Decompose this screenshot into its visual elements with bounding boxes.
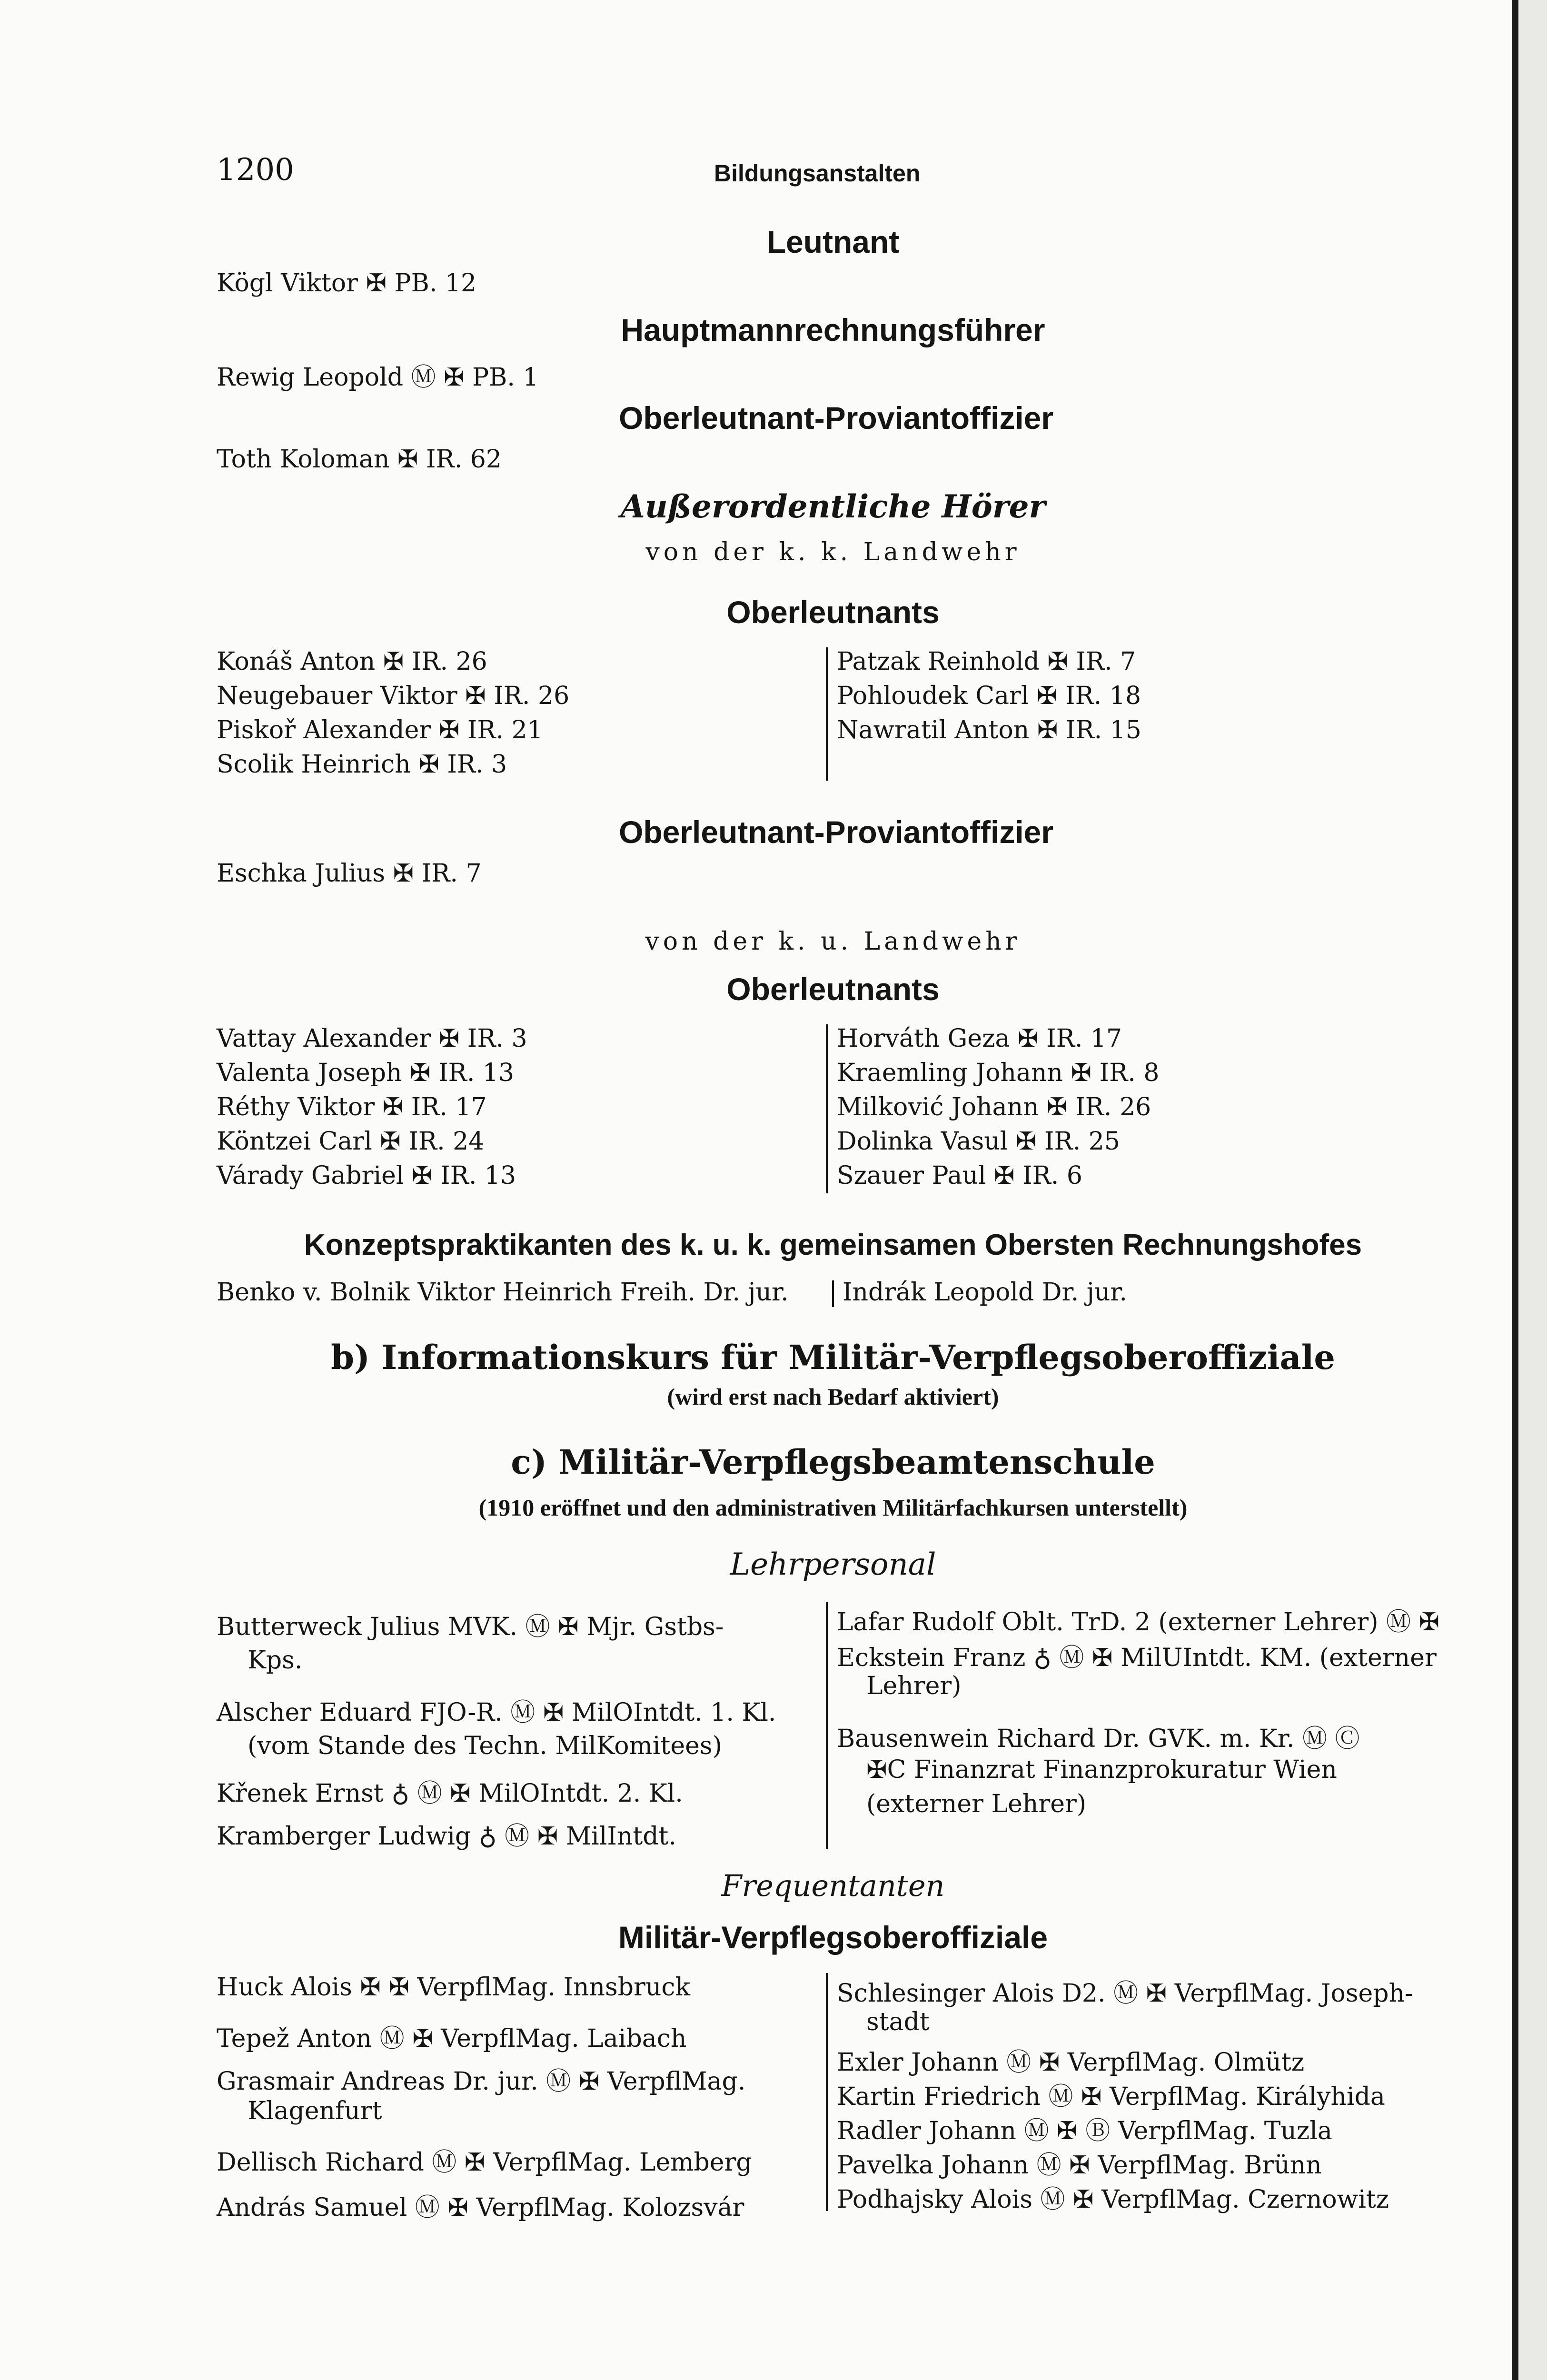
rank-heading-militaer-verpflegsoberoffiziale: Militär-Verpflegsoberoffiziale (618, 1920, 1048, 1955)
person-entry: Valenta Joseph ✠ IR. 13 (217, 1059, 515, 1087)
person-entry: Podhajsky Alois Ⓜ ✠ VerpflMag. Czernowitz (837, 2185, 1389, 2214)
page-number: 1200 (217, 152, 294, 188)
person-entry: Huck Alois ✠ ✠ VerpflMag. Innsbruck (217, 1973, 690, 2002)
person-entry: Tepež Anton Ⓜ ✠ VerpflMag. Laibach (217, 2024, 687, 2053)
section-heading-ausserordentliche-hoerer: Außerordentliche Hörer (620, 488, 1046, 525)
person-entry: Indrák Leopold Dr. jur. (843, 1278, 1128, 1307)
person-entry: Kögl Viktor ✠ PB. 12 (217, 269, 477, 298)
teacher-entry-cont: Kps. (248, 1646, 303, 1675)
person-entry: Milković Johann ✠ IR. 26 (837, 1093, 1151, 1121)
person-entry: Neugebauer Viktor ✠ IR. 26 (217, 682, 570, 710)
person-entry: Várady Gabriel ✠ IR. 13 (217, 1161, 516, 1190)
rank-heading-oberleutnant-proviantoffizier: Oberleutnant-Proviantoffizier (619, 400, 1054, 436)
person-entry: Vattay Alexander ✠ IR. 3 (217, 1024, 527, 1053)
person-entry: Pohloudek Carl ✠ IR. 18 (837, 682, 1141, 710)
person-entry: Réthy Viktor ✠ IR. 17 (217, 1093, 487, 1121)
teacher-entry-cont: Lehrer) (866, 1672, 962, 1700)
running-title: Bildungsanstalten (714, 160, 921, 187)
teacher-entry: Bausenwein Richard Dr. GVK. m. Kr. Ⓜ Ⓒ (837, 1725, 1360, 1753)
column-divider (832, 1280, 834, 1307)
person-entry: Kraemling Johann ✠ IR. 8 (837, 1059, 1160, 1087)
person-entry: Szauer Paul ✠ IR. 6 (837, 1161, 1082, 1190)
person-entry-cont: stadt (866, 2008, 930, 2036)
rank-heading-oberleutnants: Oberleutnants (726, 595, 940, 630)
person-entry: Grasmair Andreas Dr. jur. Ⓜ ✠ VerpflMag. (217, 2067, 746, 2096)
person-entry: Scolik Heinrich ✠ IR. 3 (217, 750, 507, 779)
rank-heading-oberleutnants-2: Oberleutnants (726, 972, 940, 1007)
teacher-entry-cont: (externer Lehrer) (866, 1790, 1087, 1818)
teacher-entry: Eckstein Franz ♁ Ⓜ ✠ MilUIntdt. KM. (externer (837, 1644, 1437, 1672)
teacher-entry: Lafar Rudolf Oblt. TrD. 2 (externer Lehrer) Ⓜ ✠ (837, 1608, 1440, 1636)
subheading-frequentanten: Frequentanten (721, 1868, 945, 1903)
person-entry: Eschka Julius ✠ IR. 7 (217, 859, 482, 888)
subheading-lehrpersonal: Lehrpersonal (730, 1547, 936, 1582)
column-divider (826, 1973, 828, 2211)
teacher-entry: Kramberger Ludwig ♁ Ⓜ ✠ MilIntdt. (217, 1822, 676, 1851)
person-entry: Toth Koloman ✠ IR. 62 (217, 445, 502, 474)
column-divider (826, 1602, 828, 1849)
person-entry: András Samuel Ⓜ ✠ VerpflMag. Kolozsvár (217, 2193, 744, 2222)
teacher-entry: Alscher Eduard FJO-R. Ⓜ ✠ MilOIntdt. 1. Kl. (217, 1698, 776, 1727)
section-c-note: (1910 eröffnet und den administrativen Militärfachkursen unterstellt) (478, 1494, 1188, 1521)
section-heading-c: c) Militär-Verpflegsbeamtenschule (511, 1442, 1155, 1482)
person-entry: Radler Johann Ⓜ ✠ Ⓑ VerpflMag. Tuzla (837, 2117, 1332, 2145)
person-entry: Benko v. Bolnik Viktor Heinrich Freih. Dr. jur. (217, 1278, 789, 1307)
person-entry: Konáš Anton ✠ IR. 26 (217, 647, 487, 676)
teacher-entry: Křenek Ernst ♁ Ⓜ ✠ MilOIntdt. 2. Kl. (217, 1779, 683, 1808)
person-entry: Dellisch Richard Ⓜ ✠ VerpflMag. Lemberg (217, 2148, 752, 2177)
person-entry: Exler Johann Ⓜ ✠ VerpflMag. Olmütz (837, 2048, 1305, 2077)
section-b-note: (wird erst nach Bedarf aktiviert) (667, 1383, 999, 1410)
person-entry: Nawratil Anton ✠ IR. 15 (837, 716, 1141, 744)
rank-heading-hauptmannrechnungsfuehrer: Hauptmannrechnungsführer (621, 312, 1045, 347)
person-entry: Schlesinger Alois D2. Ⓜ ✠ VerpflMag. Joseph- (837, 1979, 1413, 2008)
column-divider (826, 647, 828, 781)
person-entry-cont: Klagenfurt (248, 2097, 382, 2125)
column-divider (826, 1024, 828, 1193)
section-heading-konzeptspraktikanten: Konzeptspraktikanten des k. u. k. gemeinsamen Obersten Rechnungshofes (304, 1229, 1362, 1261)
subsection-k-k-landwehr: von der k. k. Landwehr (645, 538, 1021, 566)
page-edge-border (1512, 0, 1518, 2380)
person-entry: Köntzei Carl ✠ IR. 24 (217, 1127, 485, 1156)
person-entry: Piskoř Alexander ✠ IR. 21 (217, 716, 543, 744)
person-entry: Kartin Friedrich Ⓜ ✠ VerpflMag. Királyhida (837, 2082, 1385, 2111)
person-entry: Horváth Geza ✠ IR. 17 (837, 1024, 1122, 1053)
person-entry: Dolinka Vasul ✠ IR. 25 (837, 1127, 1120, 1156)
rank-heading-oberleutnant-proviantoffizier-2: Oberleutnant-Proviantoffizier (619, 814, 1054, 850)
teacher-entry-cont: (vom Stande des Techn. MilKomitees) (248, 1732, 722, 1760)
teacher-entry-cont: ✠C Finanzrat Finanzprokuratur Wien (866, 1755, 1337, 1784)
page-edge (1514, 0, 1547, 2380)
subsection-k-u-landwehr: von der k. u. Landwehr (645, 927, 1021, 956)
person-entry: Pavelka Johann Ⓜ ✠ VerpflMag. Brünn (837, 2151, 1322, 2180)
section-heading-b: b) Informationskurs für Militär-Verpflegsoberoffiziale (331, 1338, 1335, 1377)
teacher-entry: Butterweck Julius MVK. Ⓜ ✠ Mjr. Gstbs- (217, 1613, 724, 1641)
person-entry: Patzak Reinhold ✠ IR. 7 (837, 647, 1136, 676)
person-entry: Rewig Leopold Ⓜ ✠ PB. 1 (217, 363, 539, 392)
rank-heading-leutnant: Leutnant (766, 224, 900, 259)
